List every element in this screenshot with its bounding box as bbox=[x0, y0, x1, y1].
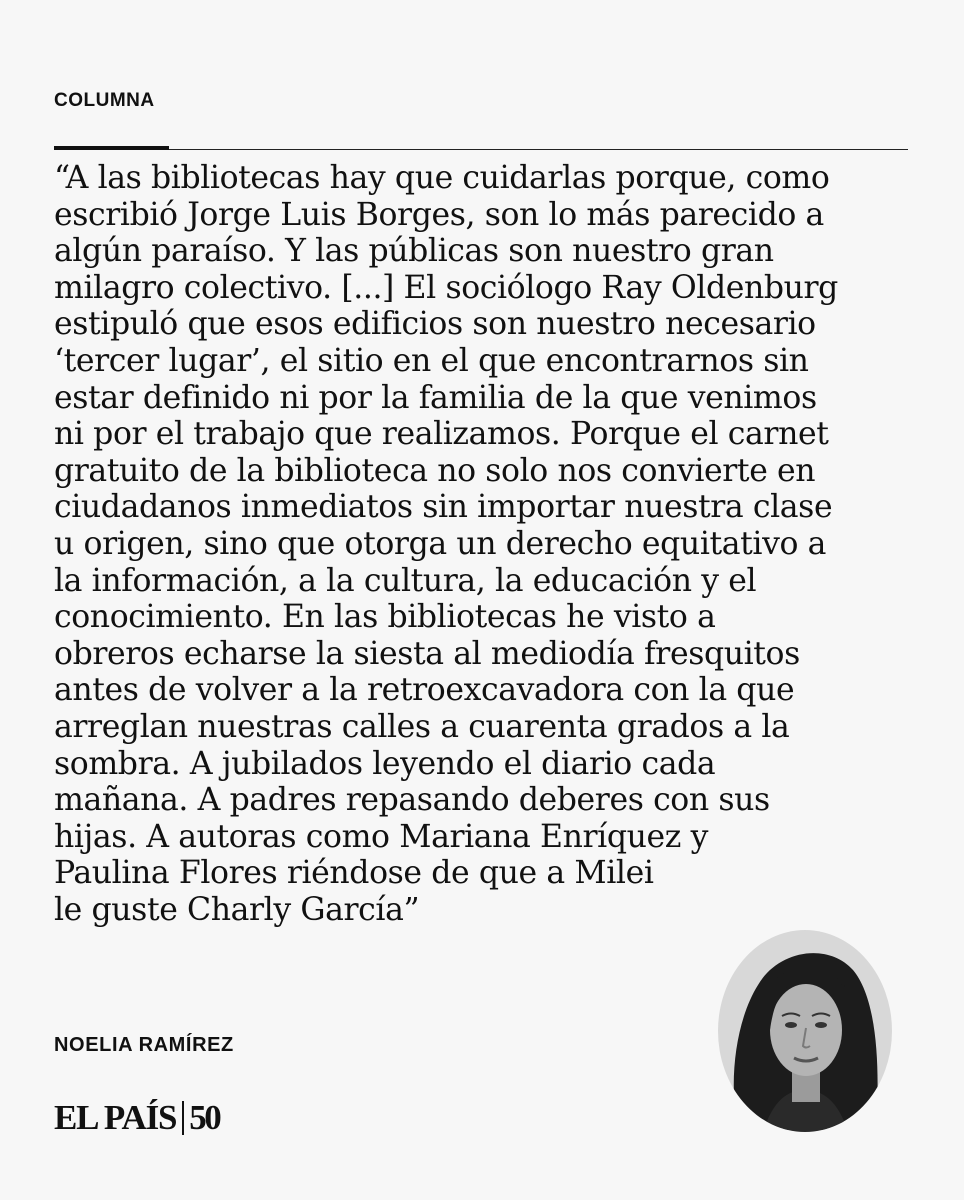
quote-line: obreros echarse la siesta al mediodía fresquitos bbox=[54, 635, 800, 672]
quote-line: estipuló que esos edificios son nuestro necesario bbox=[54, 306, 816, 343]
header-divider bbox=[54, 149, 908, 150]
quote-line: milagro colectivo. [...] El sociólogo Ray Oldenburg bbox=[54, 269, 838, 306]
portrait-icon bbox=[718, 930, 892, 1132]
quote-line: “A las bibliotecas hay que cuidarlas porque, como bbox=[54, 160, 830, 196]
quote-line: escribió Jorge Luis Borges, son lo más parecido a bbox=[54, 196, 824, 233]
quote-line: algún paraíso. Y las públicas son nuestro gran bbox=[54, 233, 774, 270]
quote-line: Paulina Flores riéndose de que a Milei bbox=[54, 855, 654, 892]
quote-line: hijas. A autoras como Mariana Enríquez y bbox=[54, 818, 708, 855]
quote-line: arreglan nuestras calles a cuarenta grados a la bbox=[54, 708, 790, 745]
logo-separator bbox=[182, 1101, 184, 1135]
quote-line: la información, a la cultura, la educación y el bbox=[54, 562, 757, 599]
quote-line: sombra. A jubilados leyendo el diario cada bbox=[54, 745, 716, 782]
logo-anniversary: 50 bbox=[189, 1098, 220, 1137]
el-pais-logo bbox=[54, 1095, 219, 1141]
quote-text bbox=[54, 160, 934, 928]
quote-line: ni por el trabajo que realizamos. Porque el carnet bbox=[54, 416, 829, 453]
quote-line: gratuito de la biblioteca no solo nos convierte en bbox=[54, 452, 816, 489]
logo-wordmark: EL PAÍS bbox=[54, 1098, 177, 1137]
header-divider-accent bbox=[54, 146, 169, 150]
author-name: NOELIA RAMÍREZ bbox=[54, 1034, 234, 1056]
quote-line: le guste Charly García” bbox=[54, 891, 420, 928]
quote-line: mañana. A padres repasando deberes con sus bbox=[54, 782, 770, 819]
author-portrait bbox=[718, 930, 892, 1132]
quote-line: conocimiento. En las bibliotecas he visto a bbox=[54, 599, 716, 636]
quote-line: antes de volver a la retroexcavadora con la que bbox=[54, 672, 795, 709]
quote-line: u origen, sino que otorga un derecho equitativo a bbox=[54, 525, 827, 562]
section-label: COLUMNA bbox=[54, 90, 155, 111]
quote-line: ‘tercer lugar’, el sitio en el que encontrarnos sin bbox=[54, 342, 809, 379]
quote-line: ciudadanos inmediatos sin importar nuestra clase bbox=[54, 489, 833, 526]
quote-line: estar definido ni por la familia de la que venimos bbox=[54, 379, 817, 416]
